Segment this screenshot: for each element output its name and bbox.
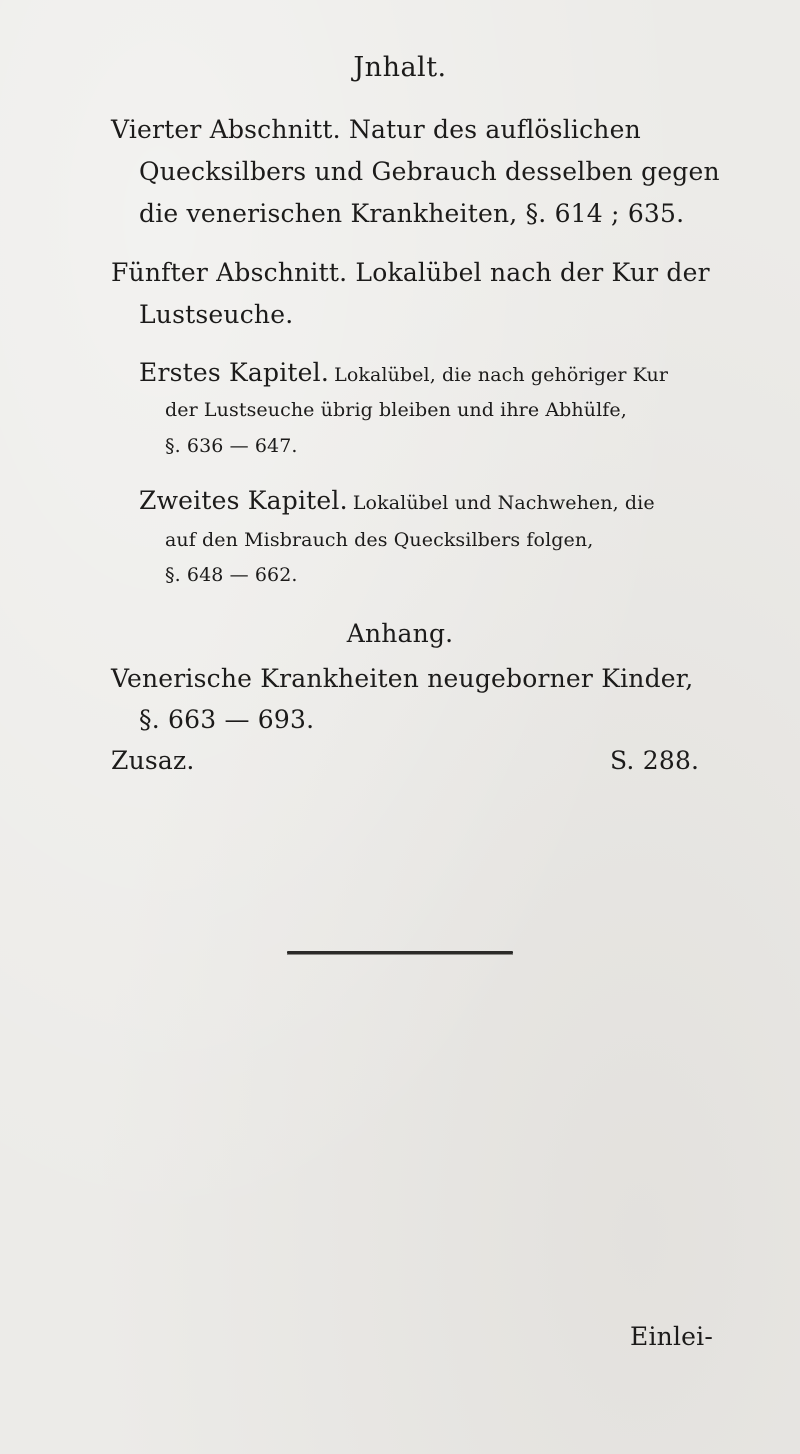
ornamental-rule <box>287 951 513 954</box>
catchword: Einlei- <box>630 1322 713 1351</box>
anhang-line-2: §. 663 — 693. <box>139 705 315 734</box>
erstes-kapitel-line-1: Lokalübel, die nach gehöriger Kur <box>334 364 669 386</box>
vierter-abschnitt-line-1: Vierter Abschnitt. Natur des auflöslichen <box>111 115 641 144</box>
zweites-kapitel-line-1: Lokalübel und Nachwehen, die <box>352 492 655 514</box>
zweites-kapitel-heading: Zweites Kapitel. <box>139 486 348 515</box>
zweites-kapitel-entry <box>139 488 655 513</box>
fuenfter-abschnitt-line-1: Fünfter Abschnitt. Lokalübel nach der Kur der <box>111 258 710 287</box>
zusatz-page-ref: S. 288. <box>610 746 700 775</box>
anhang-heading: Anhang. <box>346 619 454 648</box>
erstes-kapitel-entry <box>139 360 668 385</box>
vierter-abschnitt-line-2: Quecksilbers und Gebrauch desselben gegen <box>139 157 720 186</box>
vierter-abschnitt-line-3: die venerischen Krankheiten, §. 614 ; 635. <box>139 199 685 228</box>
anhang-line-1: Venerische Krankheiten neugeborner Kinder, <box>111 664 694 693</box>
erstes-kapitel-line-2: der Lustseuche übrig bleiben und ihre Abhülfe, <box>165 399 627 421</box>
zweites-kapitel-line-2: auf den Misbrauch des Quecksilbers folgen, <box>165 529 594 551</box>
fuenfter-abschnitt-line-2: Lustseuche. <box>139 300 294 329</box>
zweites-kapitel-line-3: §. 648 — 662. <box>165 564 298 586</box>
erstes-kapitel-line-3: §. 636 — 647. <box>165 435 298 457</box>
zusatz-label: Zusaz. <box>111 746 195 775</box>
page-title: Jnhalt. <box>353 52 447 83</box>
erstes-kapitel-heading: Erstes Kapitel. <box>139 358 330 387</box>
